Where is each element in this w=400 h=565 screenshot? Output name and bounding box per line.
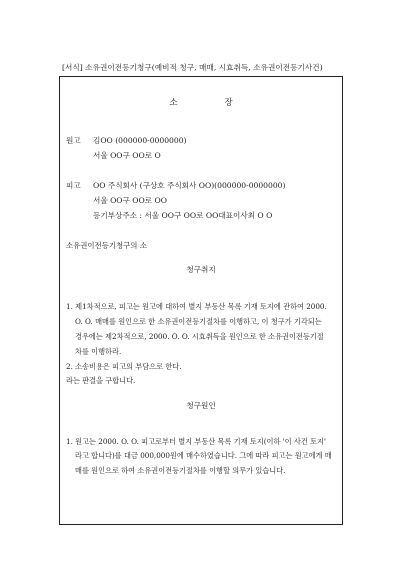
case-name: 소유권이전등기청구의 소 xyxy=(66,241,147,250)
claim-line: 2. 소송비용은 피고의 부담으로 한다. xyxy=(66,362,182,371)
defendant-label: 피고 xyxy=(66,181,81,190)
claim-section-title: 청구취지 xyxy=(186,265,216,274)
cause-line: 라고 합니다)를 대금 000,000원에 매수하였습니다. 그에 따라 피고는 원고에게 매 xyxy=(75,451,332,460)
page-header: [서식] 소유권이전등기청구(예비적 청구, 매매, 시효취득, 소유권이전등기사건) xyxy=(62,63,323,72)
cause-section-title: 청구원인 xyxy=(186,401,216,410)
cause-line: 1. 원고는 2000. O. O. 피고로부터 별지 부동산 목록 기재 토지(이하 '이 사건 토지' xyxy=(66,437,326,446)
document-title: 소 장 xyxy=(169,98,255,108)
claim-line: 라는 판결을 구합니다. xyxy=(66,376,136,385)
plaintiff-label: 원고 xyxy=(66,136,81,145)
claim-line: O. O. 매매를 원인으로 한 소유권이전등기절차를 이행하고, 이 청구가 기각되는 xyxy=(75,317,322,326)
plaintiff-name: 김OO (000000-0000000) xyxy=(93,136,187,145)
claim-line: 1. 제1차적으로, 피고는 원고에 대하여 별지 부동산 목록 기재 토지에 관하여 2000. xyxy=(66,302,327,311)
defendant-registered-address: 등기부상주소 : 서울 OO구 OO로 OO대표이사최 O O xyxy=(93,211,273,220)
plaintiff-address: 서울 OO구 OO로 O xyxy=(93,151,161,160)
defendant-name: OO 주식회사 (구상호 주식회사 OO)(000000-0000000) xyxy=(93,181,286,190)
complaint-form xyxy=(59,76,343,525)
claim-line: 차를 이행하라. xyxy=(75,347,122,356)
defendant-address: 서울 OO구 OO로 OO xyxy=(93,196,167,205)
claim-line: 경우에는 제2차적으로, 2000. O. O. 시효취득을 원인으로 한 소유권이전등기절 xyxy=(75,332,324,341)
cause-line: 매를 원인으로 하여 소유권이전등기절차를 이행할 의무가 있습니다. xyxy=(75,466,286,475)
